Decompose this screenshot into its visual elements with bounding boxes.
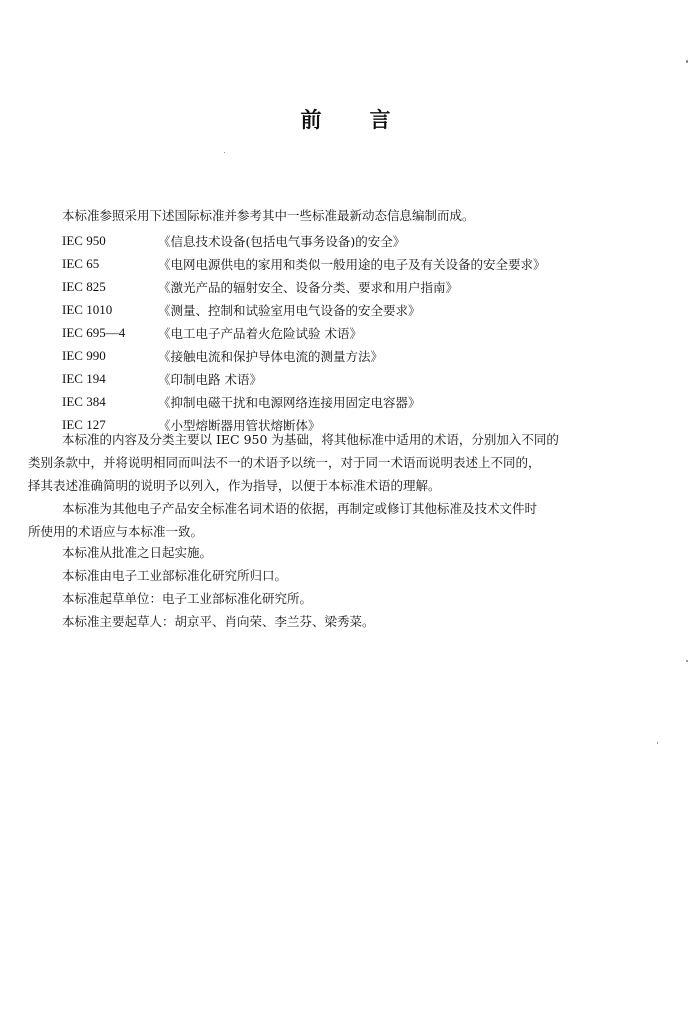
standard-item (62, 229, 546, 252)
standard-code: IEC 950 (62, 232, 106, 248)
standard-name: 《抑制电磁干扰和电源网络连接用固定电容器》 (158, 394, 421, 410)
title-char-right: 言 (369, 108, 393, 132)
standard-item (62, 344, 546, 367)
paragraph-line: 本标准的内容及分类主要以 IEC 950 为基础，将其他标准中适用的术语，分别加入不同的 (62, 432, 559, 447)
intro-text: 本标准参照采用下述国际标准并参考其中一些标准最新动态信息编制而成。 (62, 208, 475, 223)
standard-name: 《接触电流和保护导体电流的测量方法》 (158, 348, 384, 364)
effective-date-text: 本标准从批准之日起实施。 (62, 545, 213, 560)
standard-code: IEC 127 (62, 416, 106, 432)
standard-item (62, 321, 546, 344)
standard-name: 《小型熔断器用管状熔断体》 (158, 417, 321, 433)
standard-code: IEC 695—4 (62, 324, 126, 340)
scan-speck (686, 60, 688, 63)
drafters-text: 本标准主要起草人：胡京平、肖向荣、李兰芬、梁秀菜。 (62, 614, 375, 629)
standard-name: 《电网电源供电的家用和类似一般用途的电子及有关设备的安全要求》 (158, 256, 546, 272)
standard-item (62, 275, 546, 298)
basis-paragraph (28, 428, 638, 497)
standard-code: IEC 384 (62, 393, 106, 409)
standards-list (62, 229, 546, 436)
standard-code: IEC 1010 (62, 301, 113, 317)
standard-name: 《电工电子产品着火危险试验 术语》 (158, 325, 362, 341)
scan-speck (657, 742, 658, 744)
usage-paragraph (28, 497, 638, 543)
scan-speck (686, 660, 688, 662)
standard-code: IEC 194 (62, 370, 106, 386)
scan-speck (224, 152, 225, 153)
standard-name: 《测量、控制和试验室用电气设备的安全要求》 (158, 302, 421, 318)
standard-name: 《激光产品的辐射安全、设备分类、要求和用户指南》 (158, 279, 459, 295)
drafting-unit-text: 本标准起草单位：电子工业部标准化研究所。 (62, 591, 313, 606)
paragraph-line: 所使用的术语应与本标准一致。 (28, 524, 204, 539)
paragraph-line: 择其表述准确简明的说明予以列入，作为指导，以便于本标准术语的理解。 (28, 478, 441, 493)
standard-item (62, 252, 546, 275)
standard-name: 《印制电路 术语》 (158, 371, 262, 387)
paragraph-line: 本标准为其他电子产品安全标准名词术语的依据，再制定或修订其他标准及技术文件时 (62, 501, 538, 516)
standard-name: 《信息技术设备(包括电气事务设备)的安全》 (158, 233, 406, 249)
standard-item (62, 390, 546, 413)
standard-code: IEC 990 (62, 347, 106, 363)
standard-code: IEC 825 (62, 278, 106, 294)
standard-item (62, 367, 546, 390)
responsible-unit-text: 本标准由电子工业部标准化研究所归口。 (62, 568, 288, 583)
standard-item (62, 298, 546, 321)
page-title (0, 104, 693, 134)
title-char-left: 前 (300, 108, 324, 132)
standard-code: IEC 65 (62, 255, 100, 271)
paragraph-line: 类别条款中，并将说明相同而叫法不一的术语予以统一，对于同一术语而说明表述上不同的， (28, 455, 541, 470)
